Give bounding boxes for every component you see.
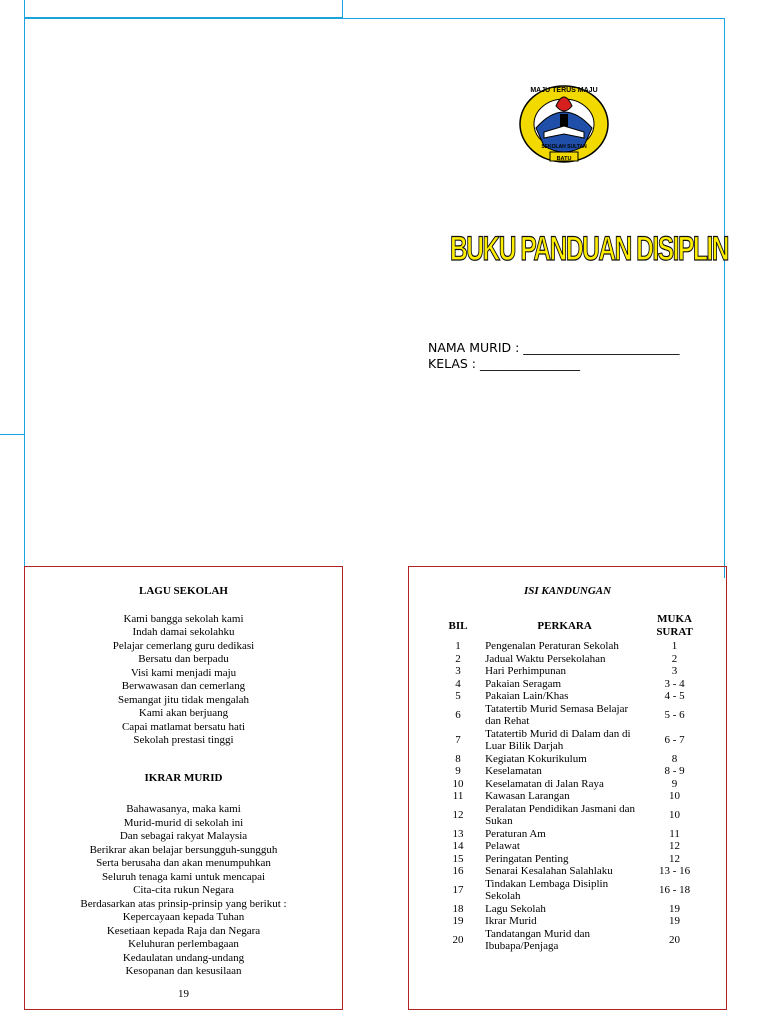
pledge-line: Dan sebagai rakyat Malaysia bbox=[119, 830, 248, 842]
toc-muka-surat: 11 bbox=[669, 827, 680, 840]
toc-bil: 4 bbox=[455, 677, 461, 690]
toc-muka-surat: 9 bbox=[671, 777, 678, 790]
toc-muka-surat: 13 - 16 bbox=[658, 865, 691, 877]
toc-perkara: Pakaian Lain/Khas bbox=[485, 690, 569, 702]
toc-perkara: Kegiatan Kokurikulum bbox=[485, 752, 587, 765]
table-row bbox=[441, 928, 705, 953]
pledge-line: Bahawasanya, maka kami bbox=[126, 803, 241, 815]
table-row bbox=[441, 690, 705, 703]
toc-bil: 15 bbox=[452, 852, 464, 865]
toc-bil: 5 bbox=[455, 690, 461, 702]
toc-table bbox=[441, 613, 705, 953]
song-line: Indah damai sekolahku bbox=[132, 626, 235, 638]
toc-perkara: Pengenalan Peraturan Sekolah bbox=[485, 640, 619, 652]
song-line: Bersatu dan berpadu bbox=[138, 653, 229, 665]
toc-muka-surat: 12 bbox=[669, 840, 681, 852]
table-row bbox=[441, 665, 705, 678]
pledge-line: Berikrar akan belajar bersungguh-sungguh bbox=[89, 843, 278, 856]
song-line: Sekolah prestasi tinggi bbox=[133, 734, 234, 746]
toc-muka-surat: 4 - 5 bbox=[664, 690, 685, 702]
toc-muka-surat: 2 bbox=[671, 652, 678, 665]
pledge-line: Kesetiaan kepada Raja dan Negara bbox=[106, 924, 261, 937]
toc-muka-surat: 10 bbox=[669, 808, 681, 821]
table-row bbox=[441, 915, 705, 928]
pledge-line: Cita-cita rukun Negara bbox=[133, 884, 234, 896]
table-row bbox=[441, 678, 705, 691]
pledge-line: Murid-murid di sekolah ini bbox=[123, 816, 244, 829]
toc-perkara: Ikrar Murid bbox=[485, 915, 537, 927]
table-row bbox=[441, 878, 705, 903]
cover-page bbox=[24, 18, 725, 578]
pledge-text bbox=[25, 803, 342, 979]
song-line: Semangat jitu tidak mengalah bbox=[117, 693, 250, 706]
logo-bottom-text: SEKOLAH SULTAN bbox=[541, 144, 587, 150]
toc-bil: 10 bbox=[452, 777, 464, 790]
toc-bil: 11 bbox=[452, 790, 464, 802]
toc-muka-surat: 16 - 18 bbox=[658, 883, 691, 896]
pledge-title: IKRAR MURID bbox=[144, 771, 223, 784]
toc-bil: 2 bbox=[455, 652, 461, 665]
header-perkara: PERKARA bbox=[537, 620, 592, 633]
table-row bbox=[441, 640, 705, 653]
toc-muka-surat: 12 bbox=[669, 852, 681, 865]
toc-header-row bbox=[441, 613, 705, 640]
pledge-line: Seluruh tenaga kami untuk mencapai bbox=[101, 870, 266, 883]
toc-muka-surat: 8 bbox=[671, 752, 678, 765]
toc-bil: 8 bbox=[455, 752, 461, 765]
pledge-line: Keluhuran perlembagaan bbox=[128, 938, 239, 950]
song-title: LAGU SEKOLAH bbox=[139, 585, 228, 597]
song-line: Capai matlamat bersatu hati bbox=[121, 720, 246, 733]
toc-bil: 12 bbox=[452, 808, 464, 821]
toc-perkara: Hari Perhimpunan bbox=[485, 665, 567, 677]
left-page-edge bbox=[0, 434, 24, 435]
toc-muka-surat: 19 bbox=[669, 902, 681, 915]
school-crest-logo bbox=[514, 76, 614, 166]
toc-title: ISI KANDUNGAN bbox=[523, 585, 612, 597]
toc-perkara: Peralatan Pendidikan Jasmani dan Sukan bbox=[485, 802, 636, 827]
pledge-line: Serta berusaha dan akan menumpuhkan bbox=[96, 857, 271, 869]
toc-muka-surat: 6 - 7 bbox=[664, 733, 685, 746]
toc-bil: 7 bbox=[455, 733, 461, 746]
toc-muka-surat: 19 bbox=[669, 915, 681, 927]
toc-perkara: Tatatertib Murid Semasa Belajar dan Rehat bbox=[485, 702, 629, 727]
song-line: Visi kami menjadi maju bbox=[130, 666, 237, 679]
cover-title: BUKU PANDUAN DISIPLIN bbox=[450, 230, 729, 268]
song-line: Kami bangga sekolah kami bbox=[123, 612, 244, 625]
table-row bbox=[441, 765, 705, 778]
toc-perkara: Pelawat bbox=[485, 840, 520, 852]
toc-muka-surat: 5 - 6 bbox=[664, 708, 685, 721]
song-pledge-page bbox=[24, 566, 343, 1010]
table-row bbox=[441, 865, 705, 878]
toc-bil: 1 bbox=[455, 640, 461, 652]
table-row bbox=[441, 728, 705, 753]
class-field: KELAS : ________________ bbox=[428, 356, 580, 371]
song-lyrics bbox=[25, 613, 342, 748]
toc-bil: 19 bbox=[452, 915, 464, 927]
student-name-field: NAMA MURID : _________________________ bbox=[428, 340, 680, 355]
toc-perkara: Senarai Kesalahan Salahlaku bbox=[485, 865, 613, 877]
table-row bbox=[441, 790, 705, 803]
toc-bil: 20 bbox=[452, 933, 464, 946]
previous-page-fragment bbox=[24, 0, 343, 18]
toc-bil: 17 bbox=[452, 883, 464, 896]
table-of-contents-page bbox=[408, 566, 727, 1010]
table-row bbox=[441, 853, 705, 866]
table-row bbox=[441, 840, 705, 853]
toc-bil: 9 bbox=[455, 765, 461, 777]
logo-top-text: MAJU TERUS MAJU bbox=[530, 87, 598, 94]
pledge-line: Kesopanan dan kesusilaan bbox=[125, 965, 242, 977]
table-row bbox=[441, 828, 705, 841]
table-row bbox=[441, 653, 705, 666]
toc-perkara: Tandatangan Murid dan Ibubapa/Penjaga bbox=[485, 927, 590, 952]
header-muka-surat: MUKA SURAT bbox=[656, 613, 693, 638]
table-row bbox=[441, 703, 705, 728]
toc-muka-surat: 20 bbox=[669, 933, 681, 946]
song-line: Berwawasan dan cemerlang bbox=[121, 680, 246, 692]
toc-bil: 6 bbox=[455, 708, 461, 721]
table-row bbox=[441, 753, 705, 766]
toc-perkara: Lagu Sekolah bbox=[485, 902, 546, 915]
pledge-line: Kepercayaan kepada Tuhan bbox=[122, 911, 245, 923]
toc-bil: 13 bbox=[452, 827, 464, 840]
toc-muka-surat: 1 bbox=[671, 640, 678, 652]
toc-perkara: Jadual Waktu Persekolahan bbox=[485, 652, 606, 665]
toc-muka-surat: 3 - 4 bbox=[664, 677, 685, 690]
pledge-line: Berdasarkan atas prinsip-prinsip yang berikut : bbox=[80, 897, 287, 910]
toc-muka-surat: 10 bbox=[669, 790, 681, 802]
toc-bil: 16 bbox=[452, 865, 464, 877]
toc-perkara: Keselamatan di Jalan Raya bbox=[485, 777, 604, 790]
page-number: 19 bbox=[178, 987, 189, 1000]
toc-bil: 3 bbox=[455, 665, 461, 677]
table-row bbox=[441, 803, 705, 828]
pledge-line: Kedaulatan undang-undang bbox=[122, 951, 245, 964]
table-row bbox=[441, 778, 705, 791]
song-line: Pelajar cemerlang guru dedikasi bbox=[112, 639, 255, 652]
toc-bil: 18 bbox=[452, 902, 464, 915]
song-line: Kami akan berjuang bbox=[138, 707, 229, 719]
toc-perkara: Tindakan Lembaga Disiplin Sekolah bbox=[485, 877, 609, 902]
toc-perkara: Peraturan Am bbox=[485, 827, 546, 840]
toc-perkara: Kawasan Larangan bbox=[485, 790, 570, 802]
toc-perkara: Pakaian Seragam bbox=[485, 677, 562, 690]
toc-perkara: Keselamatan bbox=[485, 765, 542, 777]
toc-perkara: Tatatertib Murid di Dalam dan di Luar Bilik Darjah bbox=[485, 727, 631, 752]
toc-perkara: Peringatan Penting bbox=[485, 852, 569, 865]
logo-ribbon-text: BATU bbox=[556, 156, 572, 162]
toc-bil: 14 bbox=[452, 840, 464, 852]
toc-muka-surat: 3 bbox=[671, 665, 678, 677]
toc-muka-surat: 8 - 9 bbox=[664, 765, 685, 777]
table-row bbox=[441, 903, 705, 916]
header-bil: BIL bbox=[448, 620, 468, 633]
